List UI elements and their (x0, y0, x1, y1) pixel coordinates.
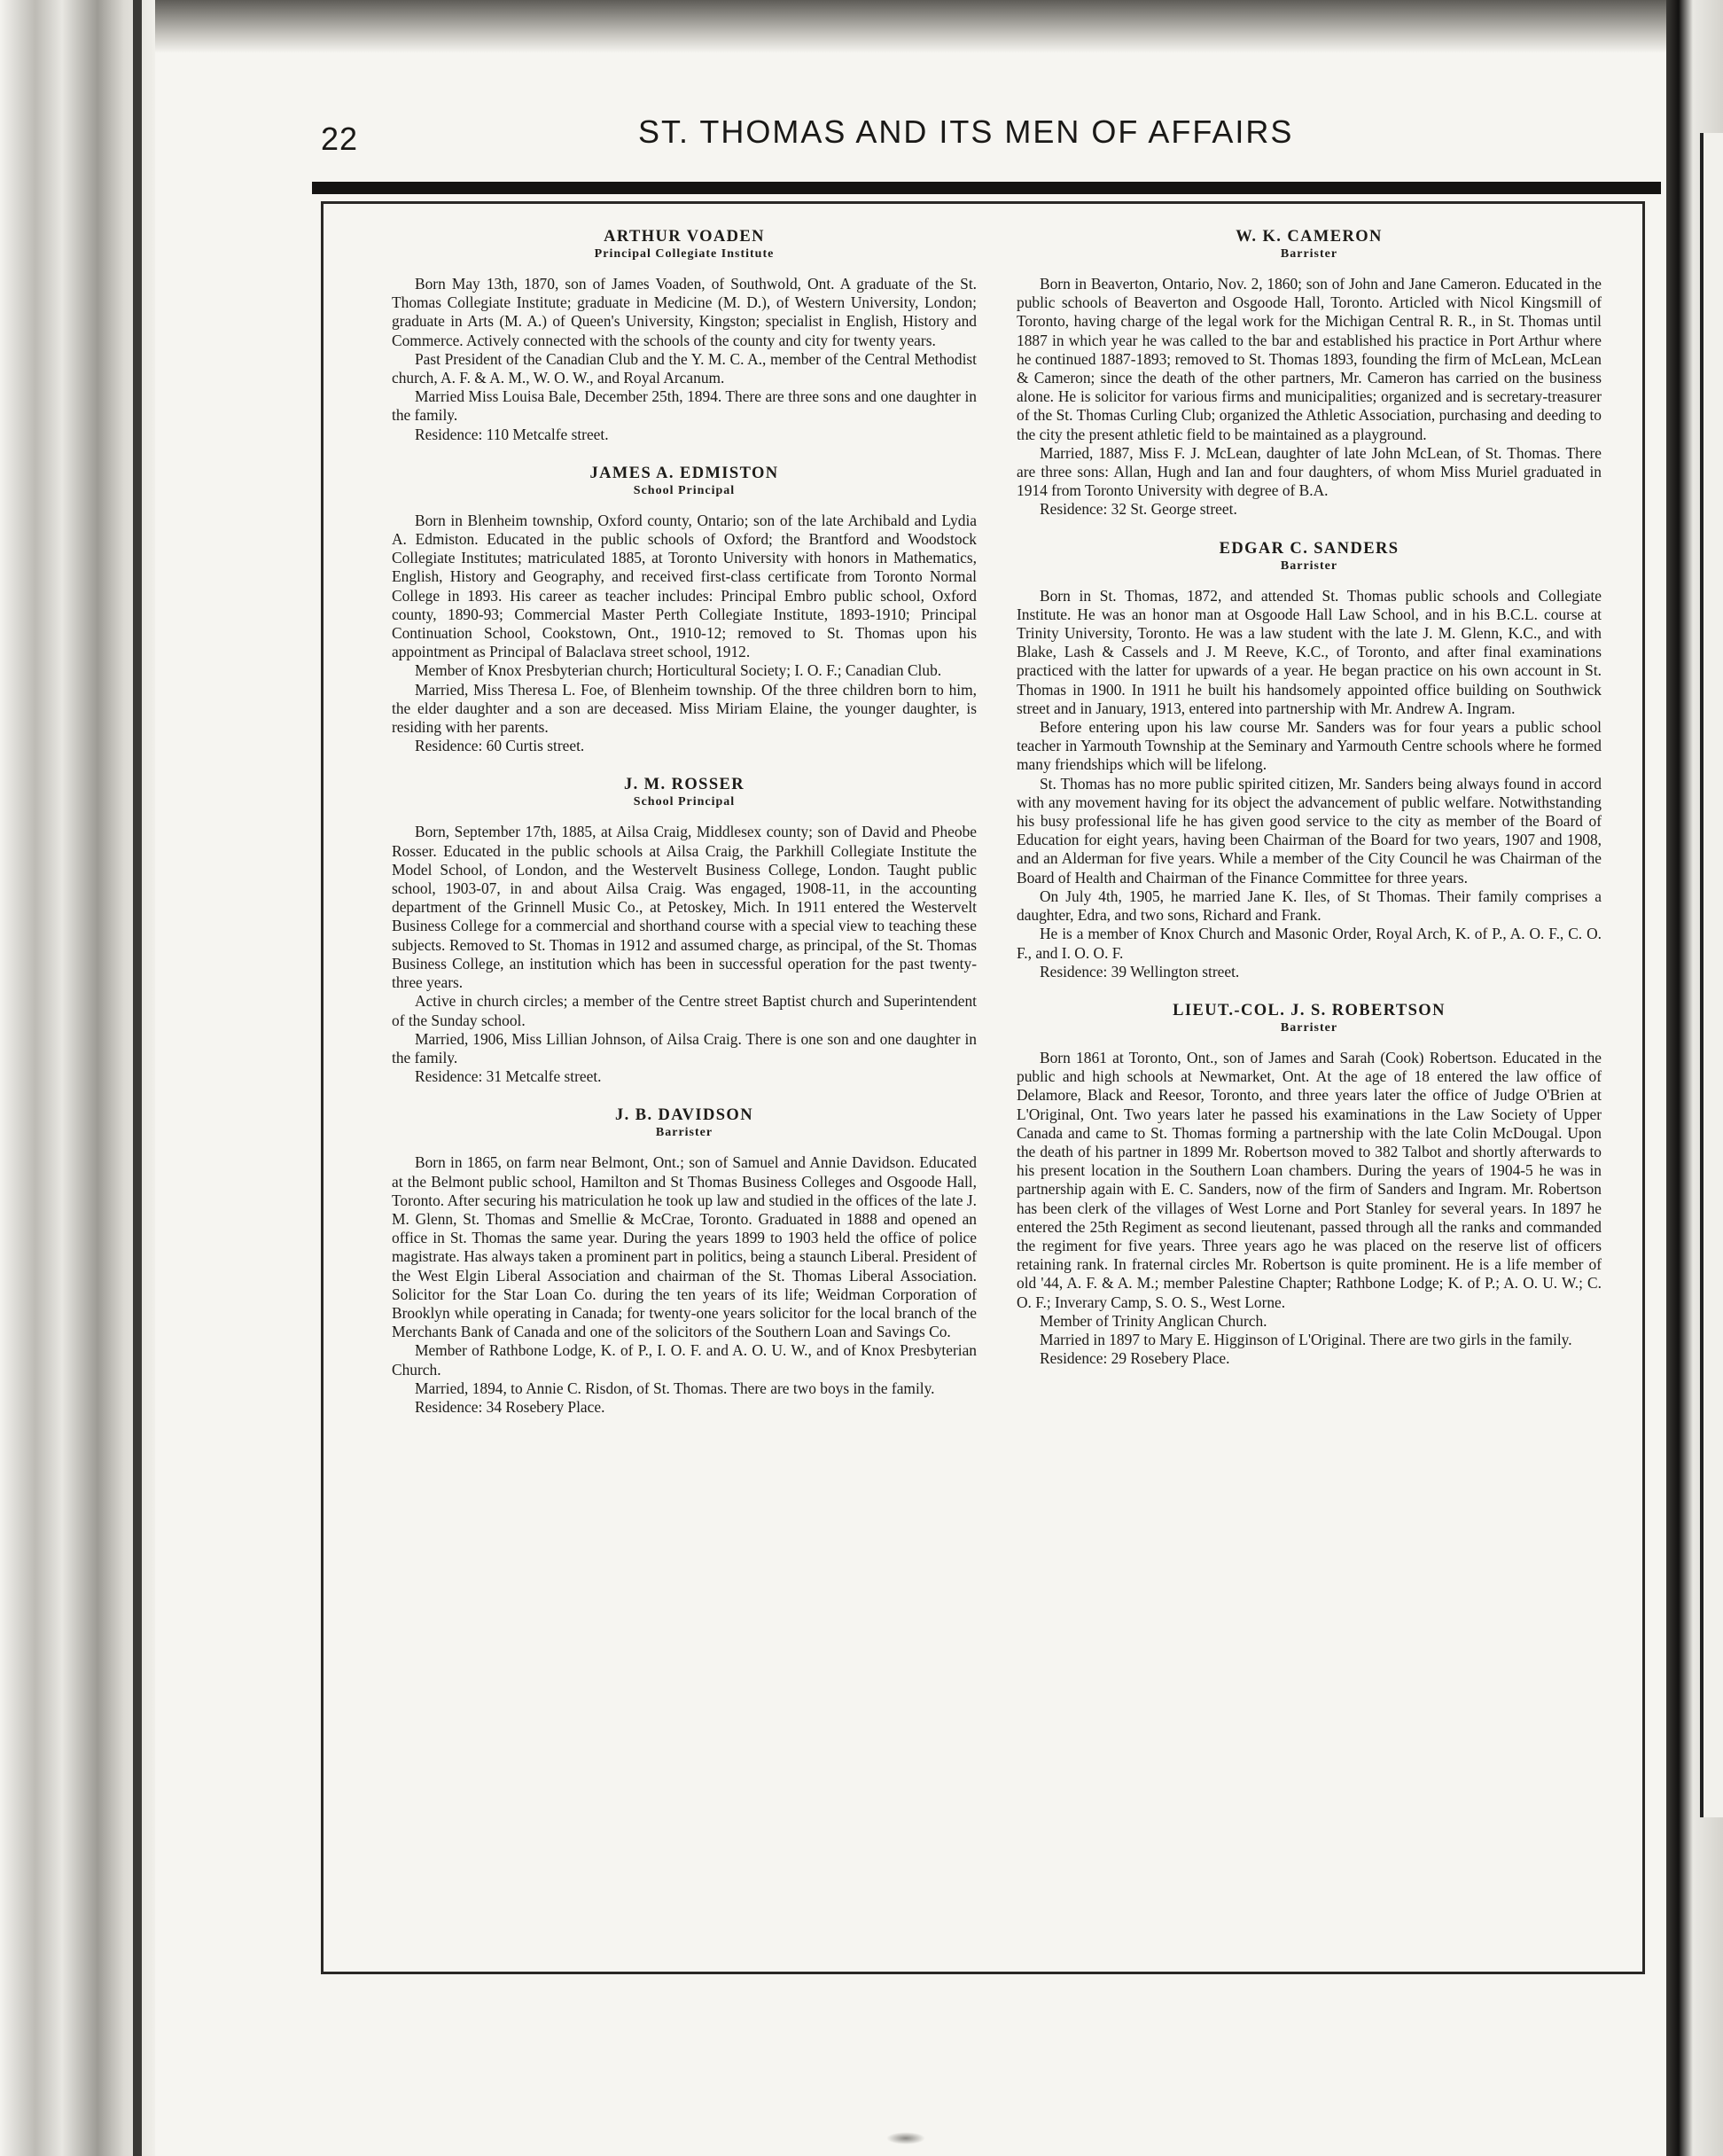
entry-cameron (1017, 227, 1602, 519)
paragraph: Born 1861 at Toronto, Ont., son of James and Sarah (Cook) Robertson. Educated in the public and high schools at Newmarket, Ont. At the age of 18 entered the law office of Delamore, Black and Reesor, Toronto, and three years later the office of Judge O'Brien at L'Original, Ont. Two years later he passed his examinations in the Law Society of Upper Canada and came to St. Thomas forming a partnership with the late Colin McDougal. Upon the death of his partner in 1899 Mr. Robertson moved to 382 Talbot and shortly afterwards to his present location in the Southern Loan chambers. During the years of 1904-5 he was in partnership again with E. C. Sanders, now of the firm of Sanders and Ingram. Mr. Robertson has been clerk of the villages of West Lorne and Port Stanley for several years. In 1897 he entered the 25th Regiment as second lieutenant, passed through all the ranks and commanded the regiment for five years. Three years ago he was placed on the reserve list of officers retaining rank. In fraternal circles Mr. Robertson is quite prominent. He is a life member of old '44, A. F. & A. M.; member Palestine Chapter; Rathbone Lodge; K. of P.; A. O. U. W.; C. O. F.; Inverary Camp, S. O. S., West Lorne. (1017, 1048, 1602, 1311)
entry-name: JAMES A. EDMISTON (589, 464, 779, 482)
entry-rosser (392, 775, 977, 1086)
paragraph: Married, 1887, Miss F. J. McLean, daughter of late John McLean, of St. Thomas. There are three sons: Allan, Hugh and Ian and four daughters, of whom Miss Muriel graduated in 1914 from Toronto University with degree of B.A. (1017, 443, 1602, 500)
residence: Residence: 32 St. George street. (1040, 500, 1237, 519)
paragraph: On July 4th, 1905, he married Jane K. Iles, of St Thomas. Their family comprises a daughter, Edra, and two sons, Richard and Frank. (1017, 887, 1602, 925)
next-page-edge (1666, 0, 1723, 2156)
book-binding-edge (0, 0, 155, 2156)
entry-edmiston (392, 464, 977, 756)
paragraph: He is a member of Knox Church and Masonic Order, Royal Arch, K. of P., A. O. F., C. O. F., and I. O. O. F. (1017, 925, 1602, 962)
residence: Residence: 29 Rosebery Place. (1040, 1349, 1230, 1368)
paragraph: Born May 13th, 1870, son of James Voaden, of Southwold, Ont. A graduate of the St. Thomas Collegiate Institute; graduate in Medicine (M. D.), of Western University, London; graduate in Arts (M. A.) of Queen's University, Kingston; specialist in English, History and Commerce. Actively connected with the schools of the county and city for twenty years. (392, 275, 977, 349)
entry-name: W. K. CAMERON (1236, 228, 1383, 246)
paragraph: Member of Knox Presbyterian church; Horticultural Society; I. O. F.; Canadian Club. (415, 661, 942, 680)
scan-shadow-top (155, 0, 1666, 53)
page-number: 22 (321, 121, 359, 157)
paragraph: Married, 1906, Miss Lillian Johnson, of Ailsa Craig. There is one son and one daughter in the family. (392, 1029, 977, 1066)
paragraph: Member of Rathbone Lodge, K. of P., I. O. F. and A. O. U. W., and of Knox Presbyterian Church. (392, 1341, 977, 1379)
residence: Residence: 60 Curtis street. (415, 737, 585, 755)
running-head: ST. THOMAS AND ITS MEN OF AFFAIRS (638, 113, 1294, 150)
paragraph: St. Thomas has no more public spirited citizen, Mr. Sanders being always found in accord with any movement having for its object the advancement of public welfare. Notwithstanding his busy professional life he has given good service to the city as member of the Board of Education for eight years, having been Chairman of the Board for two years, 1907 and 1908, and an Alderman for five years. While a member of the City Council he was Chairman of the Board of Health and Chairman of the Finance Committee for three years. (1017, 774, 1602, 887)
paragraph: Married Miss Louisa Bale, December 25th, 1894. There are three sons and one daughter in the family. (392, 387, 977, 425)
entry-robertson (1017, 1001, 1602, 1368)
entry-title: Barrister (1280, 1020, 1338, 1035)
paragraph: Member of Trinity Anglican Church. (1040, 1311, 1267, 1330)
paragraph: Married, 1894, to Annie C. Risdon, of St. Thomas. There are two boys in the family. (415, 1379, 935, 1397)
entry-title: Barrister (1280, 559, 1338, 573)
entry-name: J. M. ROSSER (623, 776, 745, 794)
paragraph: Born in Blenheim township, Oxford county, Ontario; son of the late Archibald and Lydia A. Edmiston. Educated in the public schools of Oxford; the Brantford and Woodstock Collegiate Institutes; matriculated 1885, at Toronto University with honors in Mathematics, English, History and Geography, and received first-class certificate from Toronto Normal College in 1893. His career as teacher includes: Principal Embro public school, Oxford county, 1890-93; Commercial Master Perth Collegiate Institute, 1893-1910; Principal Continuation School, Cookstown, Ont., 1910-12; removed to St. Thomas upon his appointment as Principal of Balaclava street school, 1912. (392, 511, 977, 661)
paragraph: Born in St. Thomas, 1872, and attended St. Thomas public schools and Collegiate Institute. He was an honor man at Osgoode Hall Law School, and in his B.C.L. course at Trinity University, Toronto. He was a law student with the late J. M. Glenn, K.C., and with Blake, Lash & Cassels and J. M Reeve, K.C., of Toronto, and after final examinations practiced with the latter for upwards of a year. He began practice on his own account in St. Thomas in 1900. In 1911 he built his handsomely appointed office building on Southwick street and in January, 1913, entered into partnership with Mr. Andrew A. Ingram. (1017, 586, 1602, 717)
paragraph: Born, September 17th, 1885, at Ailsa Craig, Middlesex county; son of David and Pheobe Rosser. Educated in the public schools at Ailsa Craig, the Parkhill Collegiate Institute the Model School, of London, and the Westervelt Business College, London. Taught public school, 1903-07, in and about Ailsa Craig. Was engaged, 1908-11, in the accounting department of the Grinnell Music Co., at Petoskey, Mich. In 1911 entered the Westervelt Business College for a commercial and shorthand course with a special view to teaching these subjects. Removed to St. Thomas in 1912 and assumed charge, as principal, of the St. Thomas Business College, an institution which has been in successful operation for the past twenty-three years. (392, 823, 977, 992)
left-column (392, 227, 977, 1436)
entry-title: Barrister (1280, 247, 1338, 261)
residence: Residence: 110 Metcalfe street. (415, 425, 609, 443)
paragraph: Before entering upon his law course Mr. Sanders was for four years a public school teacher in Yarmouth Township at the Seminary and Yarmouth Centre schools where he formed many friendships which will be lifelong. (1017, 718, 1602, 774)
paragraph: Active in church circles; a member of the Centre street Baptist church and Superintendent of the Sunday school. (392, 992, 977, 1029)
entry-title: Principal Collegiate Institute (594, 247, 775, 261)
entry-name: J. B. DAVIDSON (615, 1106, 753, 1125)
paragraph: Married in 1897 to Mary E. Higginson of L'Original. There are two girls in the family. (1040, 1330, 1572, 1348)
scan-blemish (886, 2132, 925, 2144)
paragraph: Married, Miss Theresa L. Foe, of Blenheim township. Of the three children born to him, the elder daughter and a son are deceased. Miss Miriam Elaine, the younger daughter, is residing with her parents. (392, 680, 977, 737)
residence: Residence: 39 Wellington street. (1040, 962, 1240, 980)
entry-sanders (1017, 539, 1602, 981)
entry-name: EDGAR C. SANDERS (1219, 539, 1399, 558)
entry-title: School Principal (633, 483, 736, 497)
header-rule (312, 182, 1661, 194)
entry-voaden (392, 227, 977, 444)
residence: Residence: 31 Metcalfe street. (415, 1067, 602, 1086)
paragraph: Born in 1865, on farm near Belmont, Ont.; son of Samuel and Annie Davidson. Educated at the Belmont public school, Hamilton and St Thomas Business Colleges and Osgoode Hall, Toronto. After securing his matriculation he took up law and studied in the offices of the late J. M. Glenn, St. Thomas and Smellie & McCrae, Toronto. Graduated in 1888 and opened an office in St. Thomas the same year. During the years 1899 to 1903 held the office of police magistrate. Has always taken a prominent part in politics, being a staunch Liberal. President of the West Elgin Liberal Association and chairman of the St. Thomas Liberal Association. Solicitor for the Star Loan Co. during the ten years of its life; Weidman Corporation of Brooklyn while operating in Canada; for twenty-one years solicitor for the local branch of the Merchants Bank of Canada and one of the solicitors of the Southern Loan and Savings Co. (392, 1153, 977, 1341)
entry-name: LIEUT.-COL. J. S. ROBERTSON (1173, 1001, 1446, 1019)
residence: Residence: 34 Rosebery Place. (415, 1397, 605, 1416)
entry-name: ARTHUR VOADEN (604, 228, 765, 246)
paragraph: Past President of the Canadian Club and the Y. M. C. A., member of the Central Methodist church, A. F. & A. M., W. O. W., and Royal Arcanum. (392, 349, 977, 387)
right-column (1017, 227, 1602, 1387)
paragraph: Born in Beaverton, Ontario, Nov. 2, 1860; son of John and Jane Cameron. Educated in the public schools of Beaverton and Osgoode Hall, Toronto. Articled with Nicol Kingsmill of Toronto, having charge of the legal work for the Michigan Central R. R., in St. Thomas until 1887 in which year he was called to the bar and established his practice in Port Arthur where he continued 1887-1893; removed to St. Thomas 1893, founding the firm of McLean, McLean & Cameron; since the death of the other partners, Mr. Cameron has carried on the business alone. He is solicitor for various firms and municipalities; organized and is secretary-treasurer of the St. Thomas Curling Club; organized the Athletic Association, purchasing and deeding to the city the present athletic field to be maintained as a playground. (1017, 275, 1602, 443)
page-edge-strip (1700, 133, 1723, 1817)
entry-title: School Principal (633, 795, 736, 809)
entry-title: Barrister (655, 1126, 713, 1140)
entry-davidson (392, 1105, 977, 1417)
